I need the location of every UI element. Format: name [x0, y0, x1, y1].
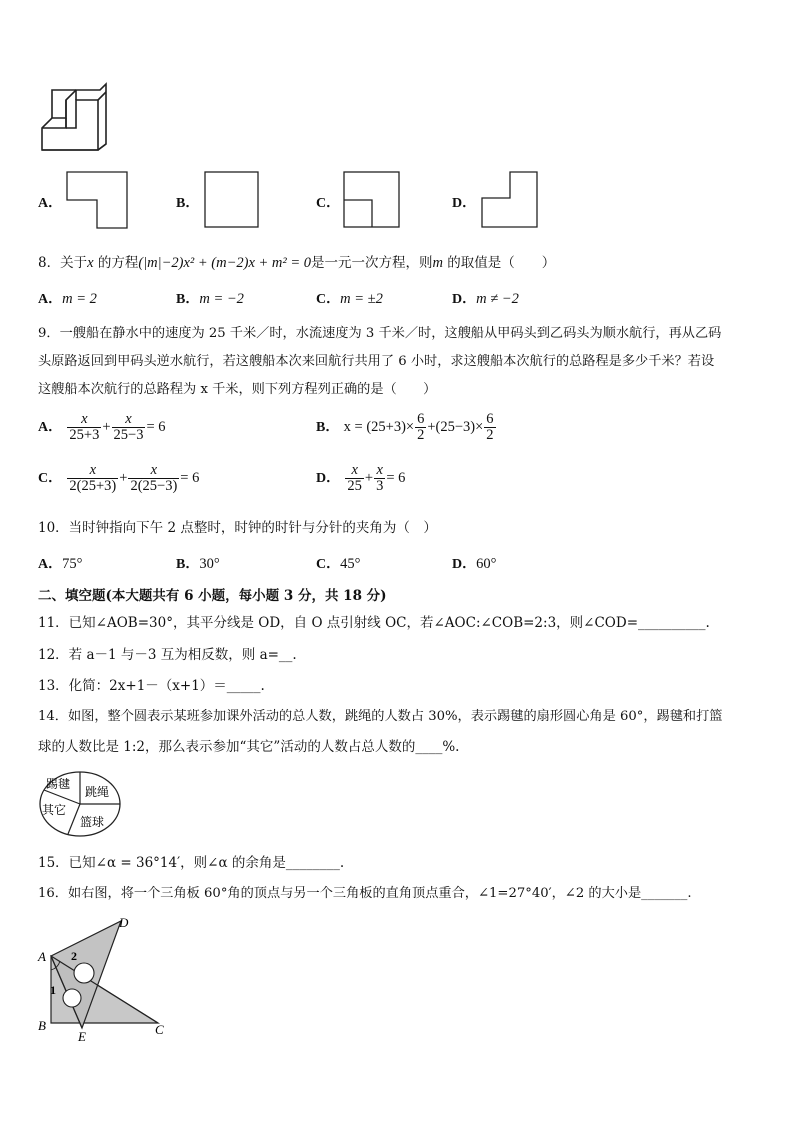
q9-b-num-2: 6: [486, 411, 494, 427]
q9-c-num-1: x: [89, 462, 97, 478]
q10-option-d-text: 60°: [476, 556, 497, 572]
triangle-boards-diagram: [34, 913, 174, 1043]
q7-option-b-figure: [204, 171, 260, 229]
label-c: C: [155, 1022, 164, 1037]
q9-option-d: [316, 463, 405, 494]
q9-a-den-1: 25+3: [69, 427, 100, 443]
q9-d-rhs: = 6: [386, 470, 406, 486]
question-8-stem: [38, 254, 555, 272]
q9-option-c: [38, 463, 199, 494]
q7-option-d-letter: D．: [452, 196, 477, 211]
q9-b-den-1: 2: [417, 427, 425, 443]
q9-b-pre: x = (25+3)×: [343, 419, 415, 435]
q10-option-d-letter: D．: [452, 557, 477, 572]
q8-option-a-letter: A．: [38, 292, 63, 307]
q9-c-rhs: = 6: [180, 470, 200, 486]
q9-d-num-2: x: [376, 462, 383, 478]
question-11: 11．已知∠AOB=30°，其平分线是 OD，自 O 点引射线 OC，若∠AOC:∠COB=2:3，则∠COD=__________.: [38, 615, 710, 631]
question-13: 13．化简：2x+1－（x+1）＝_____.: [38, 678, 265, 694]
q8-option-b-text: m = −2: [199, 291, 244, 307]
q8-end: 的取值是（ ）: [443, 255, 556, 271]
q8-option-d: [452, 290, 519, 309]
q8-option-b: [176, 290, 244, 309]
q10-option-b-letter: B．: [176, 557, 200, 572]
q9-d-num-1: x: [351, 462, 358, 478]
q8-prefix: 8．关于: [38, 255, 88, 271]
q8-var-m: m: [432, 255, 444, 271]
q10-option-d: [452, 555, 496, 574]
q9-c-op: +: [119, 470, 128, 486]
q8-option-c-text: m = ±2: [340, 291, 383, 307]
q7-option-a-figure: [66, 171, 128, 229]
solid-figure: [38, 78, 110, 156]
question-9-line-3: 这艘船本次航行的总路程为 x 千米，则下列方程列正确的是（ ）: [38, 382, 437, 397]
q9-option-b-letter: B．: [316, 420, 340, 435]
q8-option-c-letter: C．: [316, 292, 341, 307]
label-angle-1: 1: [50, 983, 56, 997]
label-e: E: [78, 1029, 86, 1044]
pie-label-tiaosheng: 跳绳: [85, 785, 110, 799]
q8-option-a: [38, 290, 97, 309]
q9-a-num-2: x: [125, 411, 132, 427]
q8-option-c: [316, 290, 383, 309]
label-angle-2: 2: [71, 949, 77, 963]
q8-mid: 的方程: [93, 255, 139, 271]
pie-label-lanqiu: 篮球: [80, 815, 105, 829]
q9-c-den-2: 2(25−3): [130, 478, 178, 494]
q9-c-den-1: 2(25+3): [69, 478, 117, 494]
label-a: A: [38, 949, 46, 964]
q9-a-op: +: [102, 419, 111, 435]
q8-equation: (|m|−2)x² + (m−2)x + m² = 0: [138, 255, 312, 271]
q10-option-b: [176, 555, 220, 574]
q9-d-den-2: 3: [376, 478, 384, 494]
q9-option-a-letter: A．: [38, 420, 63, 435]
q10-option-c: [316, 555, 360, 574]
q9-c-num-2: x: [150, 462, 158, 478]
section-2-heading: 二、填空题(本大题共有 6 小题，每小题 3 分，共 18 分): [38, 588, 387, 604]
q9-a-num-1: x: [81, 411, 88, 427]
q7-option-d-figure: [481, 171, 539, 229]
q9-b-num-1: 6: [417, 411, 425, 427]
q9-b-mid: +(25−3)×: [427, 419, 484, 435]
q9-option-a: [38, 412, 166, 443]
q10-option-a-letter: A．: [38, 557, 63, 572]
question-10-stem: 10．当时钟指向下午 2 点整时，时钟的时针与分针的夹角为（ ）: [38, 520, 437, 536]
label-d: D: [119, 915, 129, 930]
q9-option-d-letter: D．: [316, 471, 341, 486]
question-14-line-2: 球的人数比是 1:2，那么表示参加“其它”活动的人数占总人数的____%.: [38, 739, 460, 755]
question-12: 12．若 a－1 与－3 互为相反数，则 a=__.: [38, 647, 297, 663]
q8-option-a-text: m = 2: [62, 291, 97, 307]
q9-b-den-2: 2: [486, 427, 494, 443]
question-14-line-1: 14．如图，整个圆表示某班参加课外活动的总人数，跳绳的人数占 30%，表示踢毽的扇形圆心角是 60°，踢毽和打篮: [38, 709, 723, 724]
q7-option-b-letter: B．: [176, 196, 200, 211]
q10-option-a: [38, 555, 82, 574]
q10-option-c-letter: C．: [316, 557, 341, 572]
q8-option-d-letter: D．: [452, 292, 477, 307]
activity-pie-diagram: [38, 770, 122, 838]
q9-option-b: [316, 412, 497, 443]
pie-label-jianzi: 踢毽: [46, 777, 71, 791]
label-b: B: [38, 1018, 46, 1033]
q7-option-c-figure: [343, 171, 401, 229]
q9-d-den-1: 25: [347, 478, 362, 494]
q9-d-op: +: [364, 470, 374, 486]
q8-option-d-text: m ≠ −2: [476, 291, 519, 307]
q10-option-c-text: 45°: [340, 556, 361, 572]
q7-option-c-letter: C．: [316, 196, 341, 211]
q8-option-b-letter: B．: [176, 292, 200, 307]
pie-label-qita: 其它: [42, 803, 67, 817]
q8-var-x: x: [87, 255, 94, 271]
q9-a-den-2: 25−3: [113, 427, 144, 443]
question-15: 15．已知∠α = 36°14′，则∠α 的余角是________.: [38, 855, 345, 871]
question-16: 16．如右图，将一个三角板 60°角的顶点与另一个三角板的直角顶点重合，∠1=27°40′，∠2 的大小是_______.: [38, 886, 692, 901]
q10-option-b-text: 30°: [199, 556, 220, 572]
q9-option-c-letter: C．: [38, 471, 63, 486]
question-9-line-2: 头原路返回到甲码头逆水航行，若这艘船本次来回航行共用了 6 小时，求这艘船本次航行的总路程是多少千米？若设: [38, 354, 715, 369]
q8-suffix: 是一元一次方程，则: [311, 255, 433, 271]
q7-option-a-letter: A．: [38, 196, 63, 211]
question-9-line-1: 9．一艘船在静水中的速度为 25 千米／时，水流速度为 3 千米／时，这艘船从甲码头到乙码头为顺水航行，再从乙码: [38, 326, 722, 341]
q10-option-a-text: 75°: [62, 556, 83, 572]
q9-a-rhs: = 6: [146, 419, 166, 435]
